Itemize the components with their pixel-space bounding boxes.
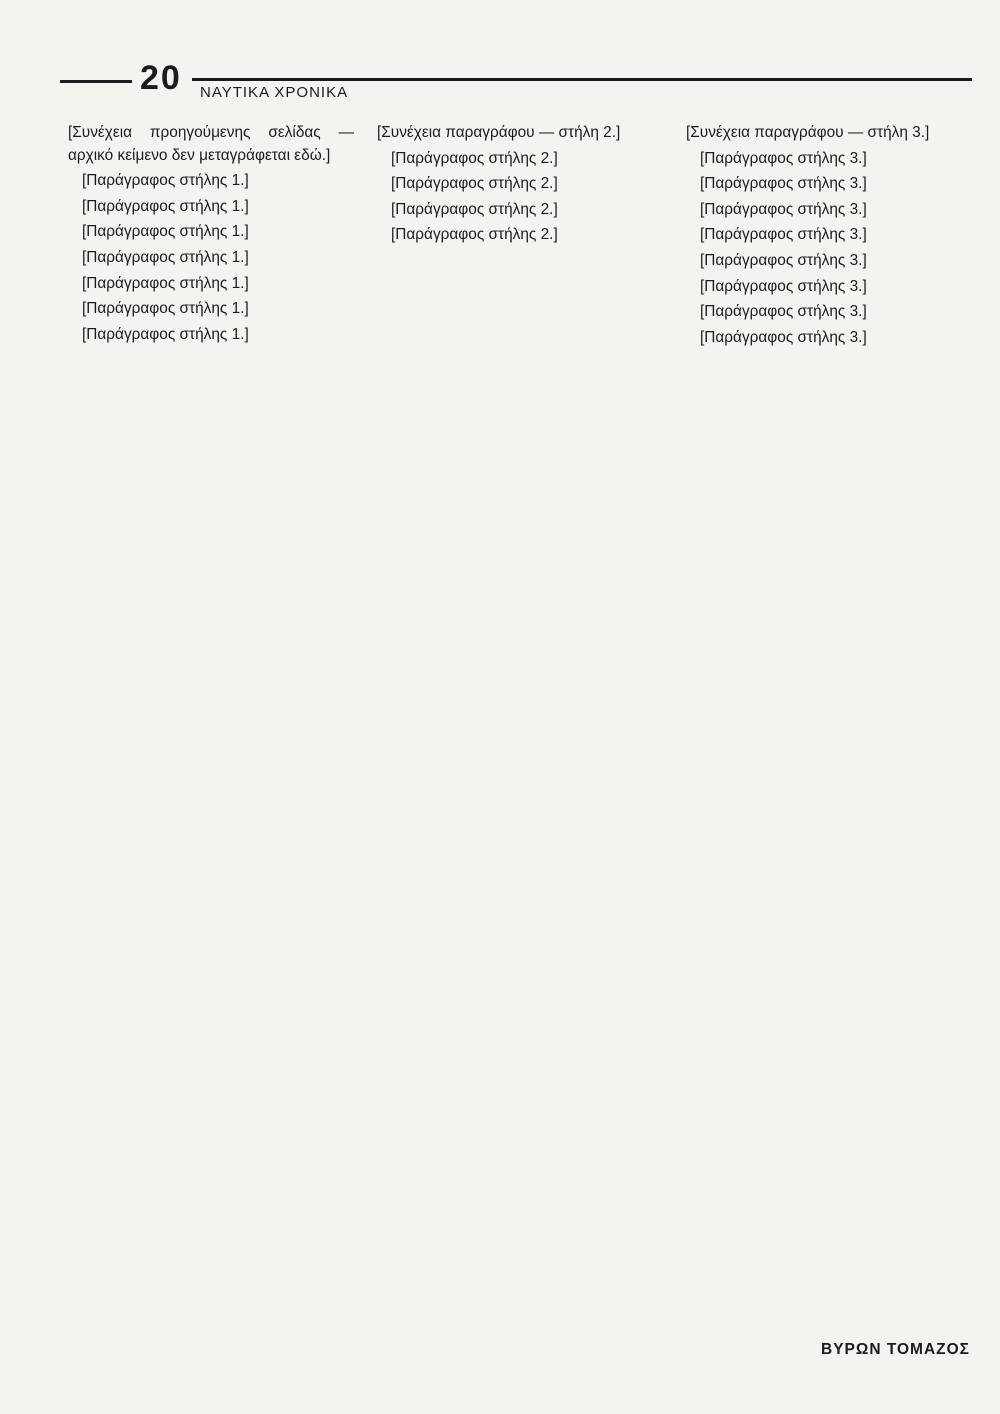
paragraph: [Παράγραφος στήλης 2.] [391,149,558,167]
paragraph: [Παράγραφος στήλης 1.] [82,223,249,241]
article-column-3 [686,122,972,1334]
paragraph: [Παράγραφος στήλης 3.] [700,328,867,346]
magazine-title: ΝΑΥΤΙΚΑ ΧΡΟΝΙΚΑ [200,84,349,101]
paragraph: [Συνέχεια παραγράφου — στήλη 2.] [377,124,621,141]
paragraph: [Παράγραφος στήλης 1.] [82,197,249,215]
page-header [60,58,972,106]
paragraph: [Παράγραφος στήλης 3.] [700,175,867,193]
paragraph: [Παράγραφος στήλης 1.] [82,248,249,266]
paragraph: [Παράγραφος στήλης 3.] [700,277,867,295]
author-signature: ΒΥΡΩΝ ΤΟΜΑΖΟΣ [821,1341,970,1358]
paragraph: [Συνέχεια παραγράφου — στήλη 3.] [686,124,930,141]
paragraph: [Παράγραφος στήλης 3.] [700,251,867,269]
paragraph: [Παράγραφος στήλης 3.] [700,149,867,167]
paragraph: [Παράγραφος στήλης 2.] [391,200,558,218]
header-rule-left [60,80,132,83]
paragraph: [Παράγραφος στήλης 2.] [391,226,558,244]
paragraph: [Παράγραφος στήλης 1.] [82,274,249,292]
article-body [68,122,972,1334]
paragraph: [Παράγραφος στήλης 1.] [82,300,249,318]
paragraph: [Παράγραφος στήλης 3.] [700,303,867,321]
header-rule-right [192,78,972,81]
article-column-1 [68,122,354,1334]
paragraph: [Παράγραφος στήλης 3.] [700,200,867,218]
paragraph: [Παράγραφος στήλης 1.] [82,325,249,343]
article-column-2 [377,122,663,1334]
paragraph: [Παράγραφος στήλης 1.] [82,172,249,190]
page-number: 20 [140,59,182,97]
paragraph: [Παράγραφος στήλης 3.] [700,226,867,244]
paragraph: [Παράγραφος στήλης 2.] [391,175,558,193]
paragraph: [Συνέχεια προηγούμενης σελίδας — αρχικό κείμενο δεν μεταγράφεται εδώ.] [68,124,354,164]
